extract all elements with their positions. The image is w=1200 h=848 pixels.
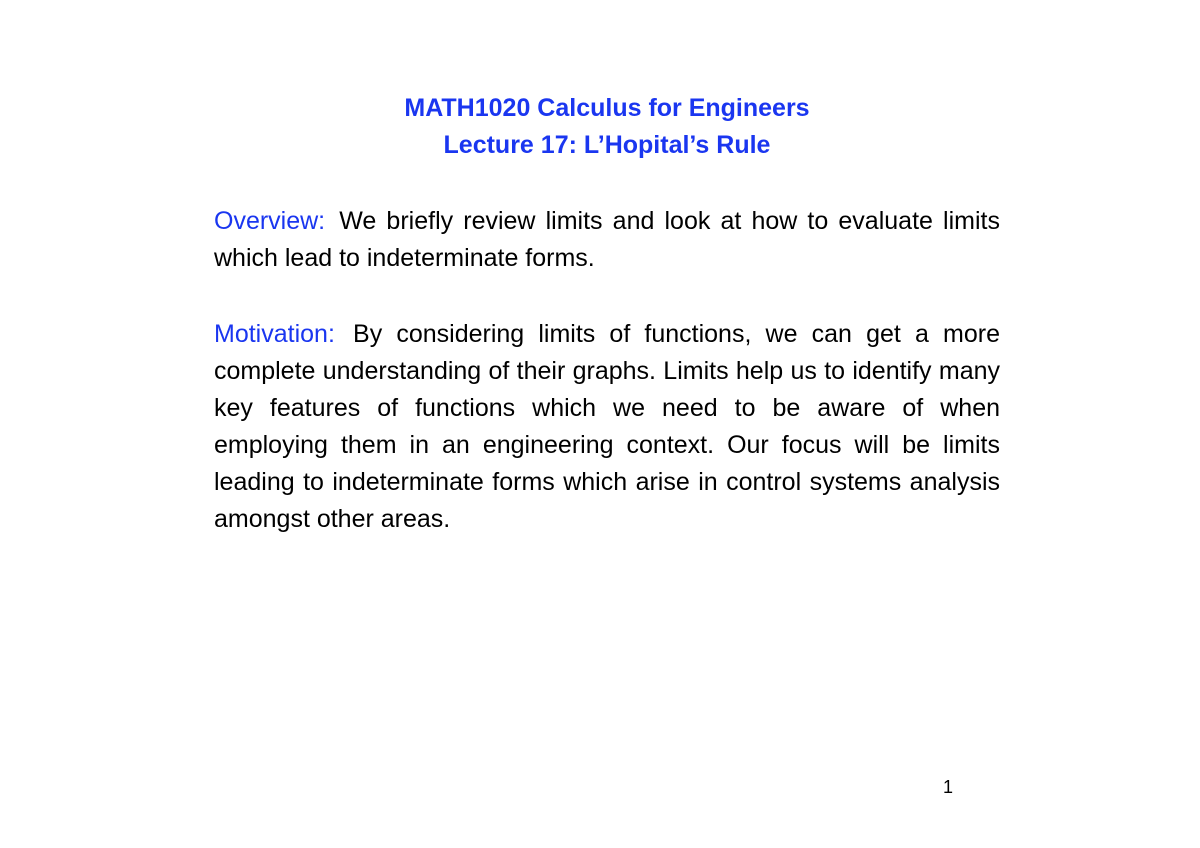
- motivation-paragraph: [214, 316, 1000, 538]
- overview-text: We briefly review limits and look at how to evaluate limits which lead to indeterminate forms.: [214, 207, 1000, 272]
- overview-paragraph: [214, 203, 1000, 277]
- slide-title: [0, 90, 1200, 164]
- motivation-text: By considering limits of functions, we can get a more complete understanding of their graphs. Limits help us to identify many key features of functions which we need to be aware of when employing them in an engineering context. Our focus will be limits leading to indeterminate forms which arise in control systems analysis amongst other areas.: [214, 320, 1000, 533]
- course-title: MATH1020 Calculus for Engineers: [404, 94, 810, 122]
- overview-label: Overview:: [214, 207, 326, 235]
- lecture-title: Lecture 17: L’Hopital’s Rule: [443, 131, 771, 159]
- motivation-label: Motivation:: [214, 320, 335, 348]
- page-number: 1: [942, 777, 953, 797]
